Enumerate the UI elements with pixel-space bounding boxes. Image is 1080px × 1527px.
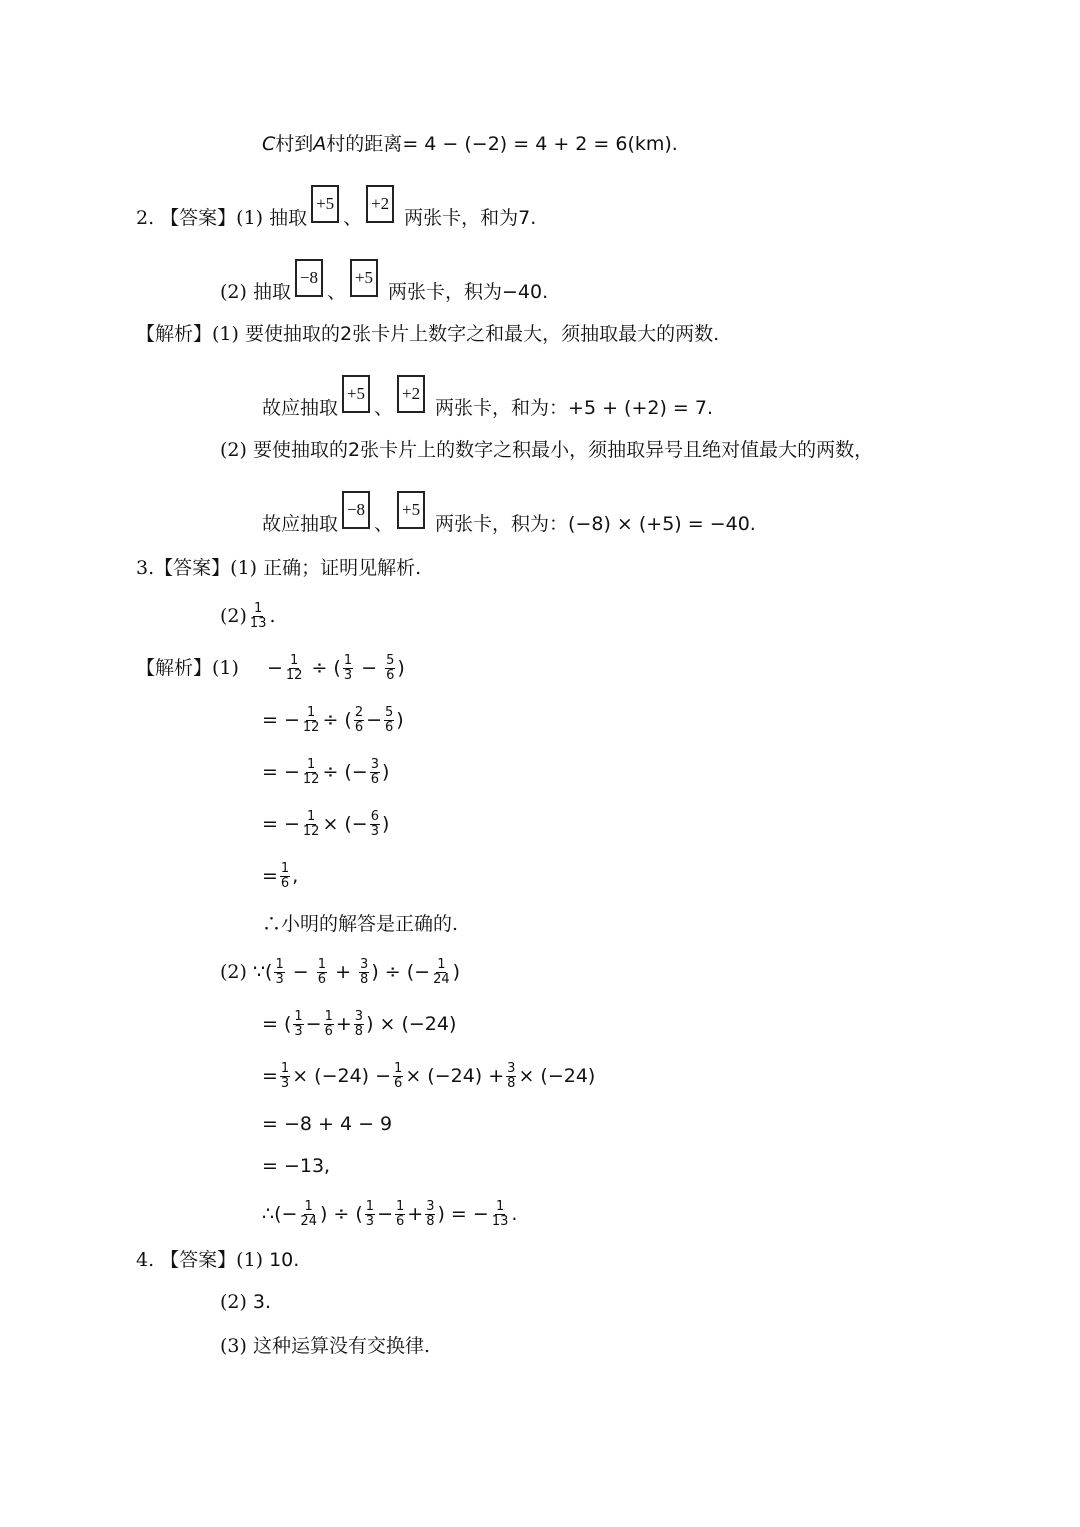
fraction: $\frac{1}{12}$ bbox=[285, 653, 303, 683]
text-segment: 村的距离 bbox=[326, 133, 403, 155]
card: +5 bbox=[397, 491, 425, 529]
var-c: C bbox=[262, 133, 276, 155]
fraction: $\frac{1}{6}$ bbox=[280, 860, 290, 891]
analysis-3-line-1 bbox=[136, 648, 405, 688]
fraction: $\frac{3}{8}$ bbox=[354, 1008, 364, 1039]
fraction: $\frac{1}{3}$ bbox=[365, 1198, 375, 1229]
answer-tag: 【答案】 bbox=[160, 1249, 237, 1271]
math-expression: − $\frac{1}{12}$ ÷ ( $\frac{1}{3}$ − $\frac{5}{6}$ ) bbox=[266, 653, 405, 683]
separator: 、 bbox=[326, 281, 346, 303]
math-value: 2 bbox=[339, 323, 353, 345]
card: +5 bbox=[342, 375, 370, 413]
answer-2-line-1 bbox=[136, 194, 537, 238]
text-segment: (2) 要使抽取的 bbox=[220, 439, 348, 461]
fraction: $\frac{1}{24}$ bbox=[300, 1198, 317, 1229]
analysis-tag: 【解析】 bbox=[136, 657, 213, 679]
answer-4-line-2 bbox=[220, 1282, 271, 1322]
math-step: = − $\frac{1}{12}$ × (− $\frac{6}{3}$ ) bbox=[262, 808, 390, 839]
text-segment: (1) 正确；证明见解析. bbox=[230, 557, 422, 579]
fraction: $\frac{1}{13}$ bbox=[491, 1198, 509, 1229]
text-segment: 两张卡，积为 bbox=[387, 281, 502, 303]
fraction: $\frac{5}{6}$ bbox=[385, 704, 394, 735]
fraction: $\frac{1}{12}$ bbox=[302, 704, 320, 735]
analysis-2-line-1 bbox=[136, 314, 719, 354]
text-segment: (2) 抽取 bbox=[220, 281, 291, 303]
math-step: = $\frac{1}{3}$ × (−24) − $\frac{1}{6}$ × (−24) + $\frac{3}{8}$ × (−24) bbox=[262, 1060, 596, 1091]
fraction: $\frac{1}{3}$ bbox=[343, 653, 353, 683]
answer-4-line-1 bbox=[136, 1240, 299, 1280]
text-segment: . bbox=[269, 605, 276, 627]
card: +5 bbox=[311, 185, 339, 223]
answer-tag: 【答案】 bbox=[154, 557, 231, 579]
card: +5 bbox=[350, 259, 378, 297]
math-expression: (−8) × (+5) = −40. bbox=[568, 513, 756, 535]
fraction: $\frac{1}{6}$ bbox=[317, 957, 327, 987]
answer-2-line-2 bbox=[220, 268, 549, 312]
math-step: = ( $\frac{1}{3}$ − $\frac{1}{6}$ + $\frac{3}{8}$ ) × (−24) bbox=[262, 1008, 457, 1039]
math-expression: = 4 − (−2) = 4 + 2 = 6(km). bbox=[402, 133, 678, 155]
fraction: $\frac{1}{12}$ bbox=[302, 808, 320, 839]
conclusion-line bbox=[262, 904, 458, 944]
fraction: $\frac{3}{8}$ bbox=[507, 1060, 516, 1091]
math-value: 7. bbox=[518, 207, 537, 229]
separator: 、 bbox=[374, 513, 394, 535]
answer-3-line-1 bbox=[136, 548, 421, 588]
text-segment: (1) 要使抽取的 bbox=[212, 323, 340, 345]
card: −8 bbox=[295, 259, 323, 297]
item-number: 3. bbox=[136, 557, 155, 579]
analysis-tag: 【解析】 bbox=[136, 323, 213, 345]
math-step: ∴(− $\frac{1}{24}$ ) ÷ ( $\frac{1}{3}$ − $\frac{1}{6}$ + $\frac{3}{8}$ ) = − $\frac{1}{13}$ . bbox=[262, 1198, 518, 1229]
fraction: $\frac{5}{6}$ bbox=[386, 653, 395, 683]
fraction: $\frac{1}{3}$ bbox=[280, 1060, 290, 1091]
text-segment: 故应抽取 bbox=[262, 397, 339, 419]
fraction: $\frac{3}{8}$ bbox=[360, 957, 369, 987]
math-step: = − $\frac{1}{12}$ ÷ ( $\frac{2}{6}$ − $\frac{5}{6}$ ) bbox=[262, 704, 404, 735]
analysis-2-line-2 bbox=[262, 384, 714, 428]
answer-3-line-2 bbox=[220, 596, 276, 636]
fraction: $\frac{1}{6}$ bbox=[394, 1060, 403, 1091]
item-number: 2. bbox=[136, 207, 155, 229]
math-value: −40. bbox=[502, 281, 549, 303]
text-segment: (2) ∵ bbox=[220, 961, 266, 983]
analysis-2-line-3 bbox=[220, 430, 873, 470]
analysis-2-line-4 bbox=[262, 500, 756, 544]
analysis-3-line-2 bbox=[220, 952, 460, 992]
separator: 、 bbox=[343, 207, 363, 229]
fraction: $\frac{1}{3}$ bbox=[294, 1008, 303, 1039]
text-segment: (2) bbox=[220, 605, 247, 627]
math-value: 3. bbox=[252, 1291, 272, 1313]
text-segment: 两张卡，积为： bbox=[435, 513, 569, 535]
text-segment: 故应抽取 bbox=[262, 513, 339, 535]
fraction: $\frac{3}{6}$ bbox=[370, 756, 380, 787]
text-segment: 两张卡，和为 bbox=[404, 207, 519, 229]
text-segment: 张卡片上数字之和最大，须抽取最大的两数. bbox=[352, 323, 720, 345]
text-segment: (1) bbox=[236, 1249, 264, 1271]
text-segment: 村到 bbox=[275, 133, 314, 155]
text-segment: (1) bbox=[212, 657, 239, 679]
math-step: = −13, bbox=[262, 1155, 331, 1177]
math-step: = − $\frac{1}{12}$ ÷ (− $\frac{3}{6}$ ) bbox=[262, 756, 390, 787]
separator: 、 bbox=[374, 397, 394, 419]
text-segment: 张卡片上的数字之积最小，须抽取异号且绝对值最大的两数， bbox=[360, 439, 874, 461]
card: −8 bbox=[342, 491, 370, 529]
text-line bbox=[262, 124, 678, 164]
fraction: $\frac{1}{6}$ bbox=[396, 1198, 405, 1229]
math-expression: ( $\frac{1}{3}$ − $\frac{1}{6}$ + $\frac{3}{8}$ ) ÷ (− $\frac{1}{24}$ ) bbox=[265, 957, 461, 987]
math-step: = −8 + 4 − 9 bbox=[262, 1113, 393, 1135]
item-number: 4. bbox=[136, 1249, 155, 1271]
text-segment: (1) 抽取 bbox=[236, 207, 308, 229]
answer-4-line-3 bbox=[220, 1326, 430, 1366]
card: +2 bbox=[366, 185, 394, 223]
denominator: 13 bbox=[249, 615, 267, 631]
fraction: $\frac{3}{8}$ bbox=[426, 1198, 435, 1229]
numerator: 1 bbox=[254, 600, 263, 616]
fraction: $\frac{1}{12}$ bbox=[302, 756, 320, 787]
text-segment: (2) bbox=[220, 1291, 247, 1313]
fraction: $\frac{2}{6}$ bbox=[354, 704, 364, 735]
fraction: $\frac{6}{3}$ bbox=[370, 808, 380, 839]
math-value: 10. bbox=[269, 1249, 300, 1271]
var-a: A bbox=[313, 133, 327, 155]
text-segment: ∴小明的解答是正确的. bbox=[262, 913, 459, 935]
card: +2 bbox=[397, 375, 425, 413]
math-value: 2 bbox=[347, 439, 361, 461]
text-segment: 两张卡，和为： bbox=[435, 397, 569, 419]
fraction bbox=[249, 602, 268, 631]
answer-tag: 【答案】 bbox=[160, 207, 237, 229]
math-expression: +5 + (+2) = 7. bbox=[568, 397, 714, 419]
fraction: $\frac{1}{24}$ bbox=[433, 957, 450, 987]
fraction: $\frac{1}{6}$ bbox=[324, 1008, 333, 1039]
text-segment: (3) 这种运算没有交换律. bbox=[220, 1335, 430, 1357]
fraction: $\frac{1}{3}$ bbox=[275, 957, 284, 987]
math-step: = $\frac{1}{6}$ , bbox=[262, 860, 299, 891]
